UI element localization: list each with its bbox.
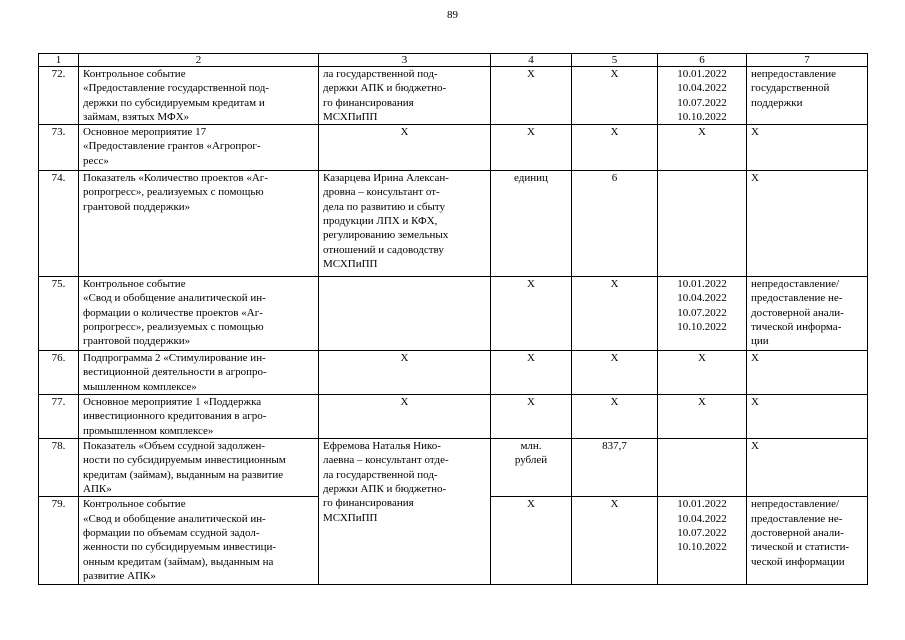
row-value: X <box>572 497 658 585</box>
row-note: X <box>747 125 868 171</box>
row-note: X <box>747 351 868 395</box>
row-value: X <box>572 277 658 351</box>
row-responsible: X <box>319 351 491 395</box>
row-unit: X <box>491 277 572 351</box>
row-name: Показатель «Объем ссудной задолжен- ности по субсидируемым инвестиционным кредитам (займам), выданным на развитие АПК» <box>79 439 319 497</box>
row-number: 72. <box>39 67 79 125</box>
row-name: Показатель «Количество проектов «Аг- ропрогресс», реализуемых с помощью грантовой поддержки» <box>79 171 319 277</box>
row-unit: X <box>491 395 572 439</box>
row-value: X <box>572 351 658 395</box>
row-dates: 10.01.2022 10.04.2022 10.07.2022 10.10.2022 <box>658 67 747 125</box>
row-number: 76. <box>39 351 79 395</box>
row-dates: 10.01.2022 10.04.2022 10.07.2022 10.10.2022 <box>658 277 747 351</box>
row-number: 75. <box>39 277 79 351</box>
row-dates: X <box>658 351 747 395</box>
row-note: X <box>747 395 868 439</box>
plan-table <box>38 53 868 585</box>
row-responsible: Ефремова Наталья Нико- лаевна – консультант отде- ла государственной под- держки АПК и бюджетно- го финансирования МСХПиПП <box>319 439 491 585</box>
row-name: Основное мероприятие 1 «Поддержка инвестиционного кредитования в агро- промышленном комплексе» <box>79 395 319 439</box>
row-responsible <box>319 277 491 351</box>
column-header: 3 <box>319 54 491 67</box>
row-name: Контрольное событие «Свод и обобщение аналитической ин- формации о количестве проектов «Аг- ропрогресс», реализуемых с помощью грантовой поддержки» <box>79 277 319 351</box>
column-number-row <box>39 54 868 67</box>
row-note: X <box>747 171 868 277</box>
page-number: 89 <box>447 9 458 21</box>
table-row <box>39 351 868 395</box>
row-number: 77. <box>39 395 79 439</box>
row-responsible: X <box>319 395 491 439</box>
row-name: Подпрограмма 2 «Стимулирование ин- вестиционной деятельности в агропро- мышленном комплексе» <box>79 351 319 395</box>
column-header: 5 <box>572 54 658 67</box>
row-note: непредоставление/ предоставление не- достоверной анали- тической и статисти- ческой информации <box>747 497 868 585</box>
row-unit: X <box>491 497 572 585</box>
row-value: X <box>572 125 658 171</box>
row-unit: X <box>491 67 572 125</box>
row-number: 74. <box>39 171 79 277</box>
row-value: X <box>572 395 658 439</box>
row-value: X <box>572 67 658 125</box>
row-dates <box>658 171 747 277</box>
row-name: Основное мероприятие 17 «Предоставление грантов «Агропрог- ресс» <box>79 125 319 171</box>
row-unit: млн. рублей <box>491 439 572 497</box>
table-row <box>39 277 868 351</box>
row-responsible: Казарцева Ирина Алексан- дровна – консультант от- дела по развитию и сбыту продукции ЛПХ и КФХ, регулированию земельных отношений и садоводству МСХПиПП <box>319 171 491 277</box>
row-name: Контрольное событие «Предоставление государственной под- держки по субсидируемым кредитам и займам, взятых МФХ» <box>79 67 319 125</box>
column-header: 4 <box>491 54 572 67</box>
row-value: 6 <box>572 171 658 277</box>
row-unit: единиц <box>491 171 572 277</box>
row-value: 837,7 <box>572 439 658 497</box>
table-row <box>39 171 868 277</box>
table-row <box>39 125 868 171</box>
row-unit: X <box>491 351 572 395</box>
table-row <box>39 67 868 125</box>
row-name: Контрольное событие «Свод и обобщение аналитической ин- формации по объемам ссудной задол- женности по субсидируемым инвестици- онным кредитам (займам), выданным на развитие АПК» <box>79 497 319 585</box>
column-header: 2 <box>79 54 319 67</box>
row-responsible: X <box>319 125 491 171</box>
table-row <box>39 439 868 497</box>
row-number: 79. <box>39 497 79 585</box>
row-responsible: ла государственной под- держки АПК и бюджетно- го финансирования МСХПиПП <box>319 67 491 125</box>
row-number: 73. <box>39 125 79 171</box>
row-note: непредоставление/ предоставление не- достоверной анали- тической информа- ции <box>747 277 868 351</box>
row-note: X <box>747 439 868 497</box>
column-header: 7 <box>747 54 868 67</box>
row-note: непредоставление государственной поддержки <box>747 67 868 125</box>
table-row <box>39 395 868 439</box>
row-dates: 10.01.2022 10.04.2022 10.07.2022 10.10.2022 <box>658 497 747 585</box>
row-dates: X <box>658 395 747 439</box>
row-unit: X <box>491 125 572 171</box>
column-header: 6 <box>658 54 747 67</box>
row-dates: X <box>658 125 747 171</box>
column-header: 1 <box>39 54 79 67</box>
row-number: 78. <box>39 439 79 497</box>
row-dates <box>658 439 747 497</box>
